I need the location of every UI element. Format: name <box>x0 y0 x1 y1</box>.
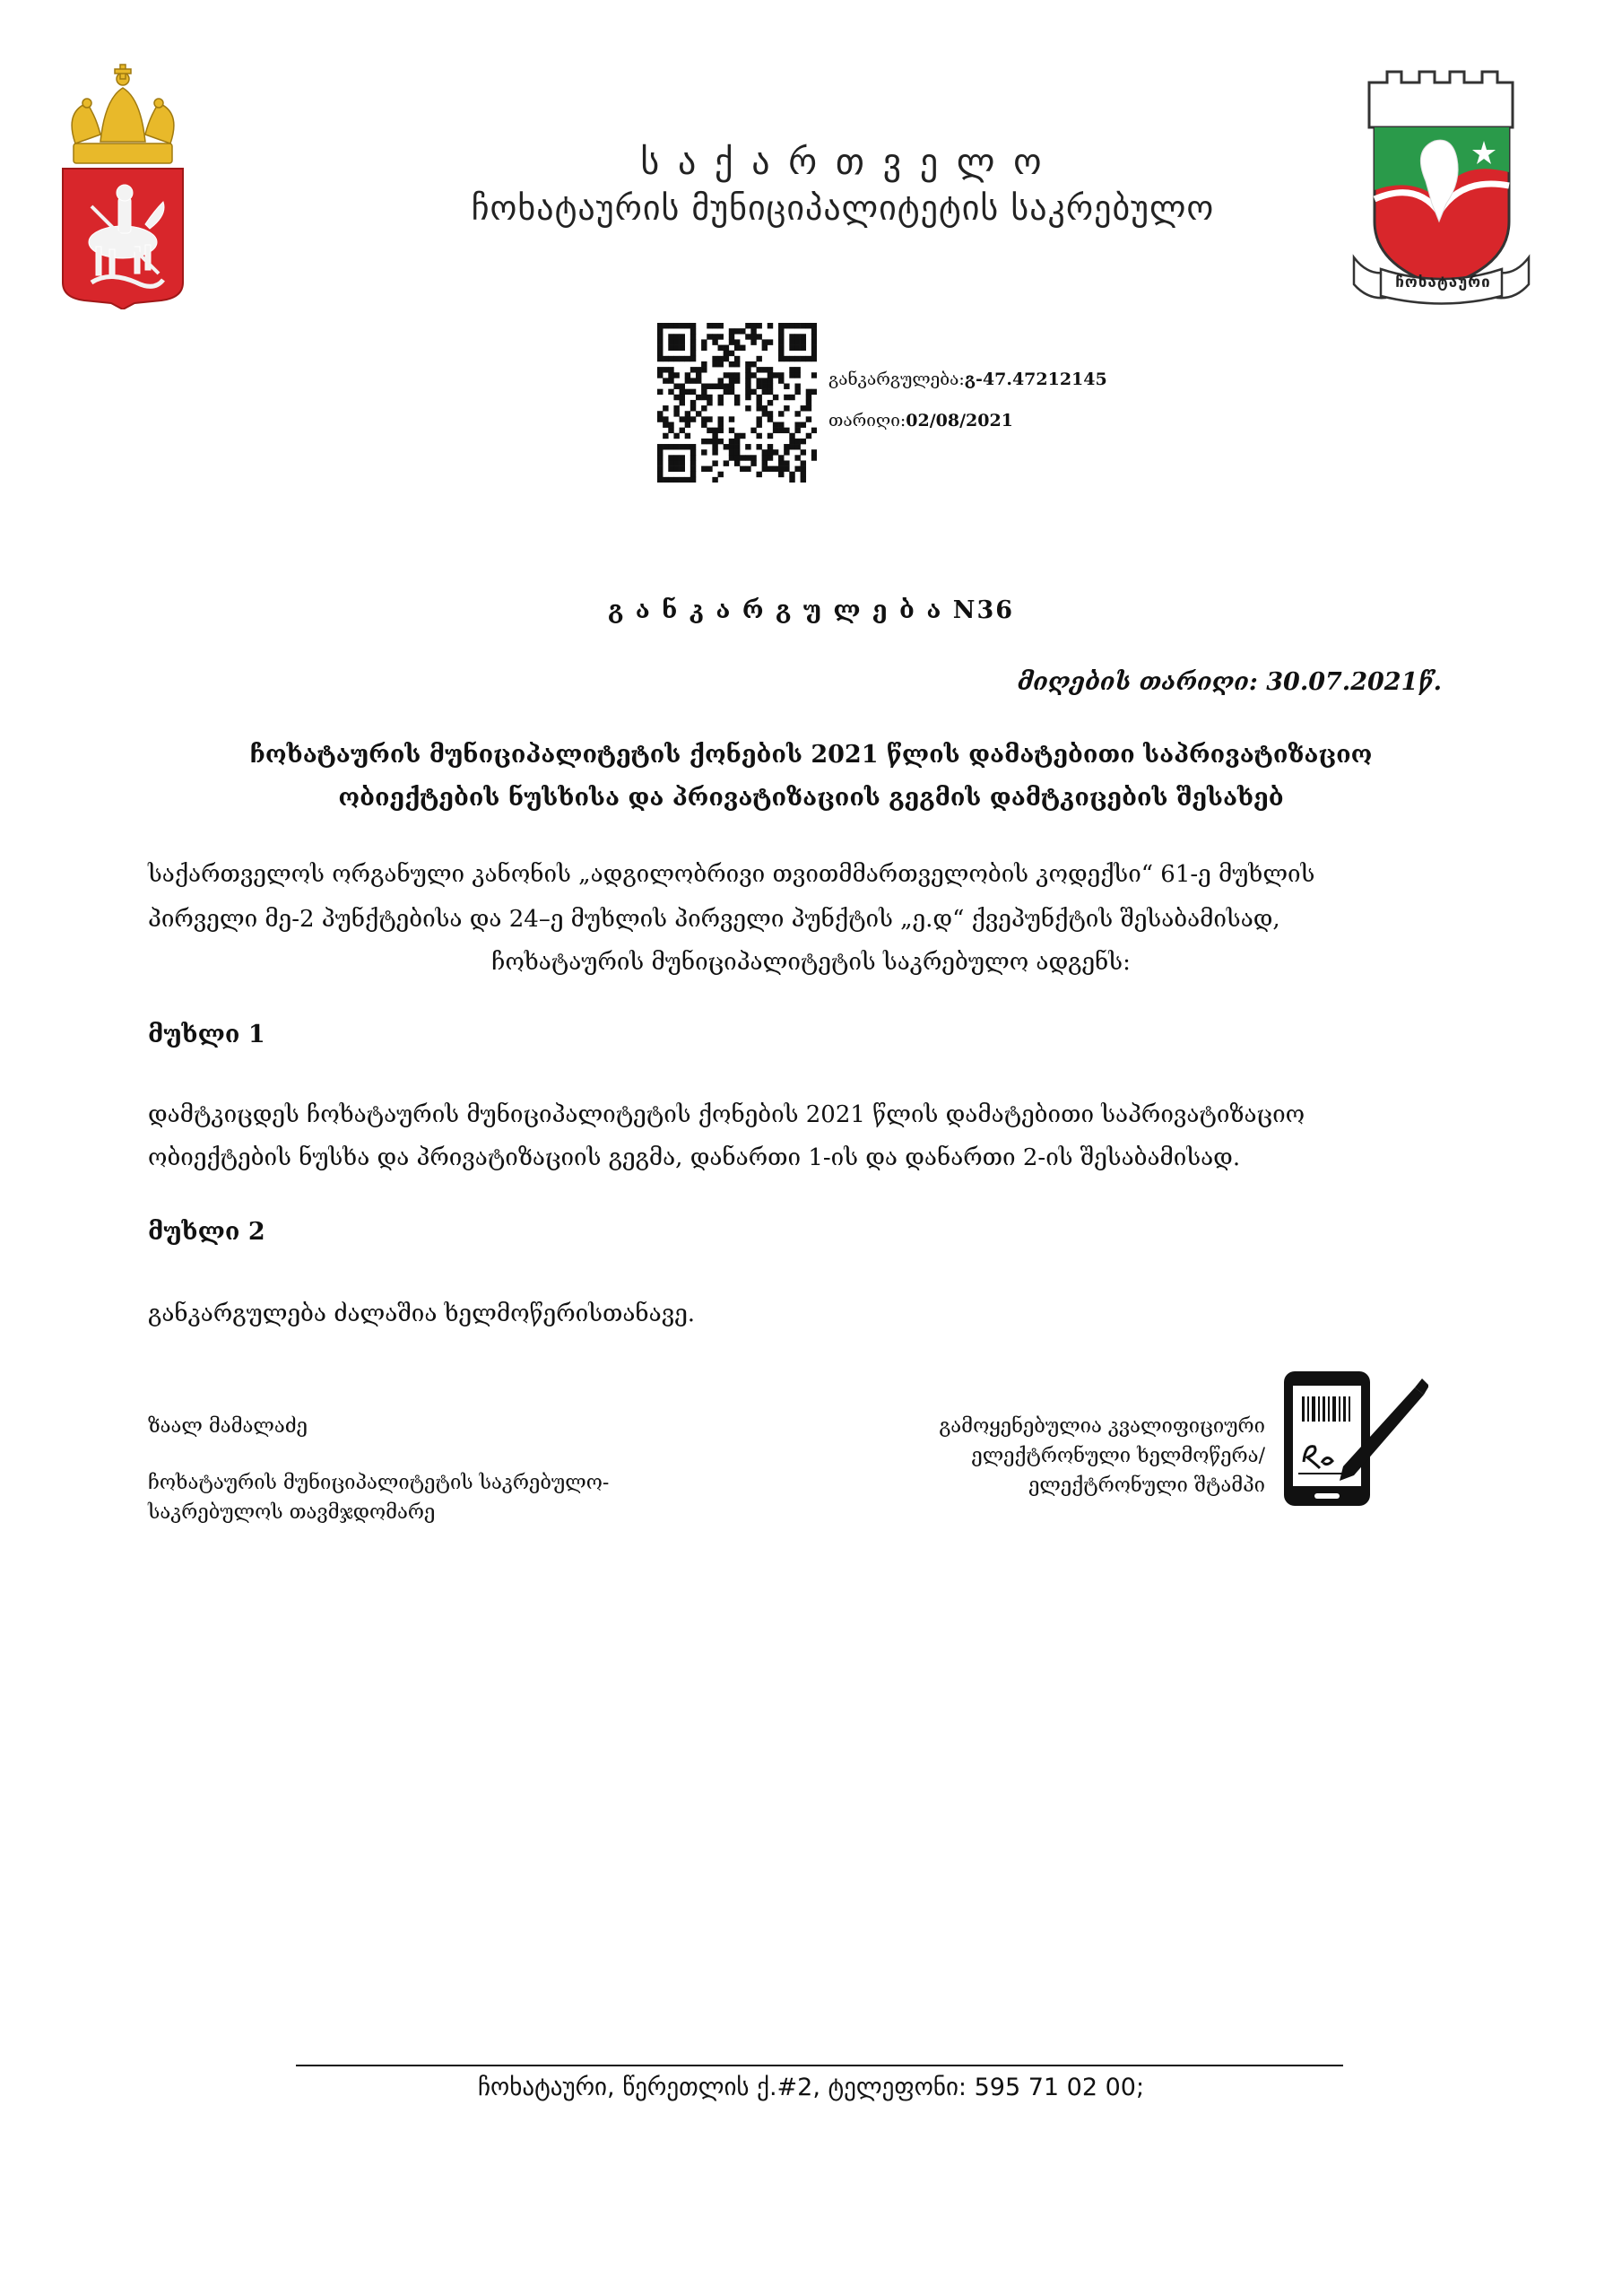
qr-code <box>657 323 817 483</box>
date-value: 02/08/2021 <box>906 411 1013 430</box>
article-1-line-1: დამტკიცდეს ჩოხატაურის მუნიციპალიტეტის ქონების 2021 წლის დამატებითი საპრივატიზაციო <box>148 1101 1305 1128</box>
article-1-title: მუხლი 1 <box>148 1021 265 1048</box>
preamble-line-1: საქართველოს ორგანული კანონის „ადგილობრივი თვითმმართველობის კოდექსი“ 61-ე მუხლის <box>148 861 1315 888</box>
footer-address: ჩოხატაური, წერეთლის ქ.#2, ტელეფონი: 595 71 02 00; <box>477 2074 1145 2101</box>
preamble-line-3: ჩოხატაურის მუნიციპალიტეტის საკრებულო ადგენს: <box>491 949 1131 976</box>
signatory-position-line-2: საკრებულოს თავმჯდომარე <box>148 1501 436 1524</box>
esign-line-3: ელექტრონული შტამპი <box>1028 1474 1265 1497</box>
esign-line-1: გამოყენებულია კვალიფიციური <box>939 1415 1265 1438</box>
order-date-line <box>828 411 1013 430</box>
signatory-position-line-1: ჩოხატაურის მუნიციპალიტეტის საკრებულო- <box>148 1472 610 1494</box>
order-label: განკარგულება: <box>828 370 965 389</box>
article-2-title: მუხლი 2 <box>148 1218 265 1246</box>
document-heading: გ ა ნ კ ა რ გ უ ლ ე ბ ა N36 <box>607 596 1015 624</box>
preamble-line-2: პირველი მე-2 პუნქტებისა და 24–ე მუხლის პირველი პუნქტის „ე.დ“ ქვეპუნქტის შესაბამისად, <box>148 906 1280 933</box>
phone-signature-icon <box>1280 1368 1428 1511</box>
council-title: ჩოხატაურის მუნიციპალიტეტის საკრებულო <box>471 188 1215 228</box>
emblem-banner-text: ჩოხატაური <box>1395 274 1491 291</box>
adoption-date: მიღების თარიღი: 30.07.2021წ. <box>1017 668 1442 696</box>
footer-divider <box>296 2065 1343 2066</box>
document-title-line-1: ჩოხატაურის მუნიციპალიტეტის ქონების 2021 წლის დამატებითი საპრივატიზაციო <box>249 741 1373 769</box>
georgia-coat-of-arms <box>56 63 190 309</box>
chokhatauri-emblem <box>1349 65 1533 311</box>
esign-line-2: ელექტრონული ხელმოწერა/ <box>971 1445 1265 1467</box>
signatory-name: ზაალ მამალაძე <box>148 1415 308 1438</box>
article-2-text: განკარგულება ძალაშია ხელმოწერისთანავე. <box>148 1300 696 1327</box>
order-number-line <box>828 370 1107 389</box>
article-1-line-2: ობიექტების ნუსხა და პრივატიზაციის გეგმა, დანართი 1-ის და დანართი 2-ის შესაბამისად. <box>148 1144 1241 1171</box>
order-value: გ-47.47212145 <box>964 370 1107 389</box>
country-title: ს ა ქ ა რ თ ვ ე ლ ო <box>640 142 1045 183</box>
date-label: თარიღი: <box>828 411 906 430</box>
document-title-line-2: ობიექტების ნუსხისა და პრივატიზაციის გეგმის დამტკიცების შესახებ <box>338 784 1284 812</box>
